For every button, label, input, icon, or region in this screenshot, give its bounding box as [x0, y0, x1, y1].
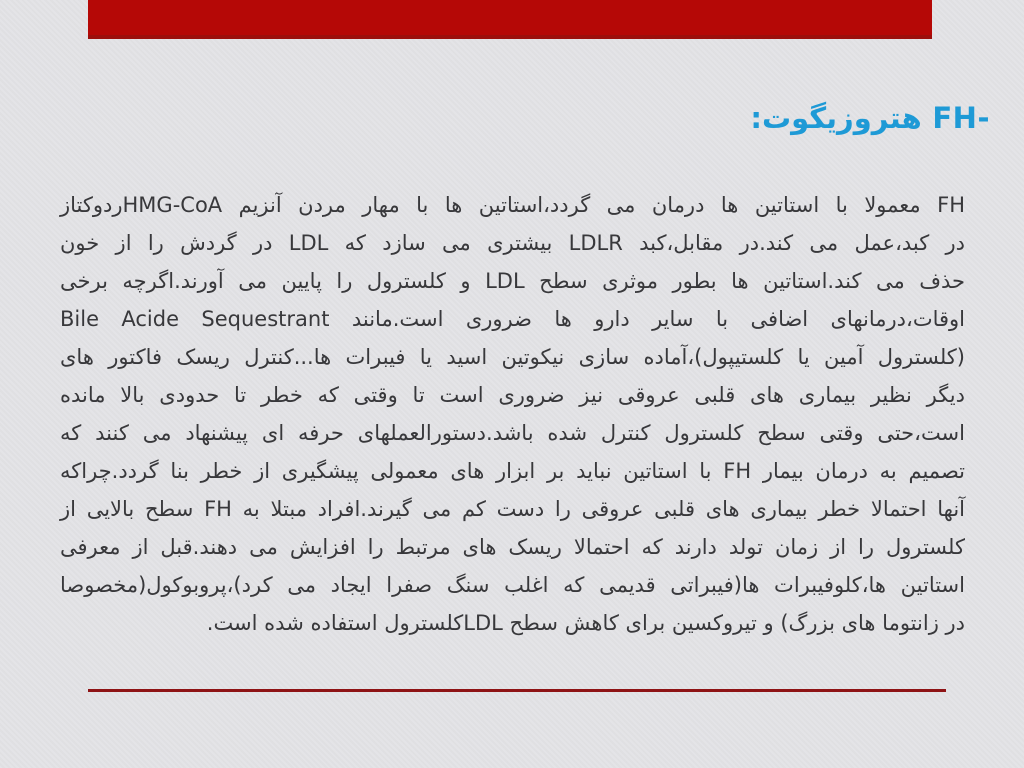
body-text-line: آنها احتمالا خطر بیماری های قلبی عروقی را دست کم می گیرند.افراد مبتلا به FH سطح بالایی از [60, 497, 965, 521]
bottom-divider-line [88, 689, 946, 692]
slide-title: -FH هتروزیگوت: [750, 101, 990, 135]
body-text-line: است،حتی وقتی سطح کلسترول کنترل شده باشد.دستورالعملهای حرفه ای پیشنهاد می کنند که [60, 421, 965, 445]
body-text-line: حذف می کند.استاتین ها بطور موثری سطح LDL و کلسترول را پایین می آورند.اگرچه برخی [60, 269, 966, 293]
body-text-line: کلسترول را از زمان تولد دارند که احتمالا ریسک های مرتبط را افزایش می دهند.قبل از معرفی [60, 535, 965, 559]
body-text-line: اوقات،درمانهای اضافی با سایر دارو ها ضروری است.مانند Bile Acide Sequestrant [60, 307, 965, 331]
body-text-line: در کبد،عمل می کند.در مقابل،کبد LDLR بیشتری می سازد که LDL در گردش را از خون [60, 231, 965, 255]
body-text-line: (کلسترول آمین یا کلستیپول)،آماده سازی نیکوتین اسید یا فیبرات ها...کنترل ریسک فاکتور های [60, 345, 965, 369]
top-accent-bar [88, 0, 932, 39]
body-text-line: استاتین ها،کلوفیبرات ها(فیبراتی قدیمی که اغلب سنگ صفرا ایجاد می کرد)،پروبوکول(مخصوصا [60, 573, 965, 597]
body-text-line: دیگر نظیر بیماری های قلبی عروقی نیز ضروری است تا وقتی که خطر تا حدودی بالا مانده [60, 383, 965, 407]
body-text-line: FH معمولا با استاتین ها درمان می گردد،استاتین ها با مهار مردن آنزیم HMG-CoAردوکتاز [60, 193, 965, 217]
body-text-line: تصمیم به درمان بیمار FH با استاتین نباید بر ابزار های معمولی پیشگیری از خطر بنا گردد.چراکه [60, 459, 965, 483]
slide-body [60, 186, 965, 642]
body-text-line: در زانتوما های بزرگ) و تیروکسین برای کاهش سطح LDLکلسترول استفاده شده است. [206, 611, 965, 635]
